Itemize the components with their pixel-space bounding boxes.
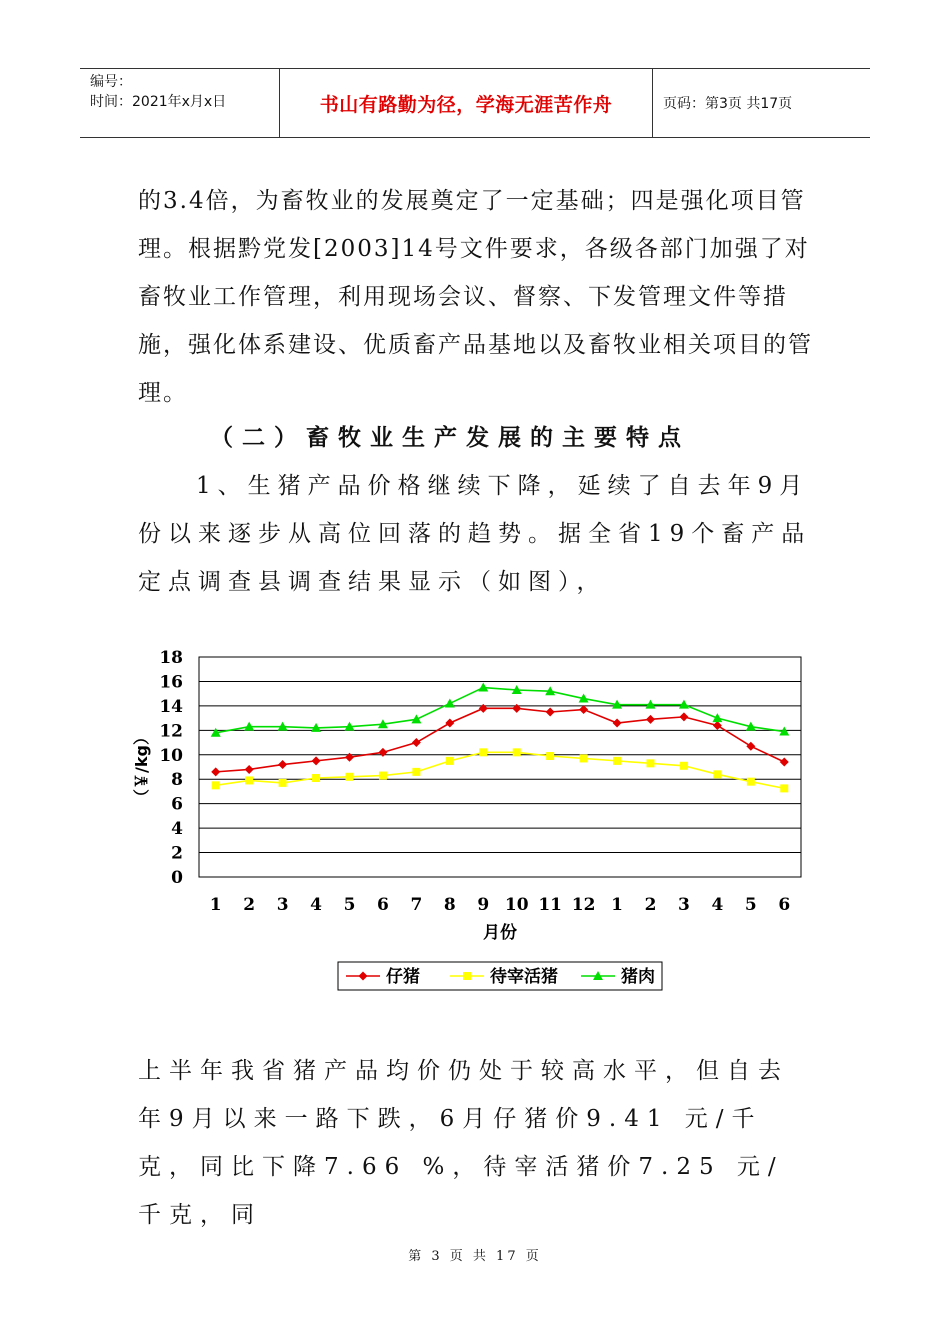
series-2-point xyxy=(680,762,688,770)
y-tick-label: 12 xyxy=(159,721,183,742)
x-tick-label: 7 xyxy=(410,895,423,915)
series-2-point xyxy=(212,781,220,789)
series-2-point xyxy=(312,774,320,782)
series-2-point xyxy=(245,776,253,784)
y-axis-label: （￥/kg） xyxy=(132,729,151,805)
paragraph-2: 1、生猪产品价格继续下降，延续了自去年9月份以来逐步从高位回落的趋势。据全省19个畜产品定点调查县调查结果显示（如图）， xyxy=(138,473,812,595)
series-2-point xyxy=(279,779,287,787)
y-tick-label: 18 xyxy=(159,648,183,668)
x-tick-label: 3 xyxy=(678,895,690,915)
x-tick-label: 11 xyxy=(538,895,563,915)
y-tick-label: 10 xyxy=(159,745,183,766)
series-2-point xyxy=(513,748,521,756)
series-2-point xyxy=(580,754,588,762)
series-2-point xyxy=(479,748,487,756)
series-2-point xyxy=(747,778,755,786)
series-2-point xyxy=(713,770,721,778)
price-line-chart xyxy=(125,640,825,1000)
time-label: 时间：2021年x月x日 xyxy=(90,94,227,110)
x-tick-label: 1 xyxy=(209,895,222,915)
y-tick-label: 6 xyxy=(171,794,183,815)
x-tick-label: 5 xyxy=(744,895,757,915)
x-tick-label: 6 xyxy=(778,895,791,915)
series-2-point xyxy=(647,759,655,767)
page-label: 页码：第3页 共17页 xyxy=(663,96,793,112)
number-label: 编号： xyxy=(90,74,132,90)
y-tick-label: 8 xyxy=(171,770,183,791)
x-axis-label: 月份 xyxy=(483,923,517,943)
motto: 书山有路勤为径，学海无涯苦作舟 xyxy=(280,69,653,137)
y-tick-label: 4 xyxy=(171,819,183,840)
legend-label-2: 待宰活猪 xyxy=(490,967,558,987)
legend-label-1: 仔猪 xyxy=(386,967,420,987)
y-tick-label: 14 xyxy=(159,696,183,717)
page-footer: 第 3 页 共 17 页 xyxy=(408,1249,542,1264)
legend-label-3: 猪肉 xyxy=(621,967,655,987)
header-table xyxy=(80,68,870,138)
series-2-point xyxy=(546,752,554,760)
paragraph-3: 上半年我省猪产品均价仍处于较高水平，但自去年9月以来一路下跌，6月仔猪价9.41 元/千克，同比下降7.66 %，待宰活猪价7.25 元/千克，同 xyxy=(138,1058,789,1228)
x-tick-label: 1 xyxy=(611,895,623,915)
x-tick-label: 4 xyxy=(711,895,724,915)
header-meta-cell xyxy=(80,69,280,137)
plot-area xyxy=(199,657,801,877)
x-tick-label: 4 xyxy=(310,895,322,915)
x-tick-label: 2 xyxy=(243,895,256,915)
x-tick-label: 2 xyxy=(644,895,657,915)
series-2-point xyxy=(412,768,420,776)
series-2-point xyxy=(346,773,354,781)
y-tick-label: 16 xyxy=(159,672,183,693)
x-tick-label: 6 xyxy=(377,895,389,915)
series-2-point xyxy=(780,784,788,792)
y-tick-label: 2 xyxy=(171,843,183,864)
y-tick-label: 0 xyxy=(171,868,183,888)
series-2-point xyxy=(613,757,621,765)
series-2-point xyxy=(446,757,454,765)
section-heading: （二）畜牧业生产发展的主要特点 xyxy=(210,424,690,451)
x-tick-label: 5 xyxy=(343,895,356,915)
series-2-point xyxy=(379,772,387,780)
x-tick-label: 12 xyxy=(571,895,596,915)
legend-marker-2 xyxy=(463,972,471,980)
x-tick-label: 9 xyxy=(477,895,490,915)
x-tick-label: 3 xyxy=(276,895,289,915)
paragraph-1: 的3.4倍，为畜牧业的发展奠定了一定基础；四是强化项目管理。根据黔党发[2003]14号文件要求，各级各部门加强了对畜牧业工作管理，利用现场会议、督察、下发管理文件等措施，强化体系建设、优质畜产品基地以及畜牧业相关项目的管理。 xyxy=(138,188,813,406)
x-tick-label: 8 xyxy=(443,895,456,915)
x-tick-label: 10 xyxy=(504,895,529,915)
